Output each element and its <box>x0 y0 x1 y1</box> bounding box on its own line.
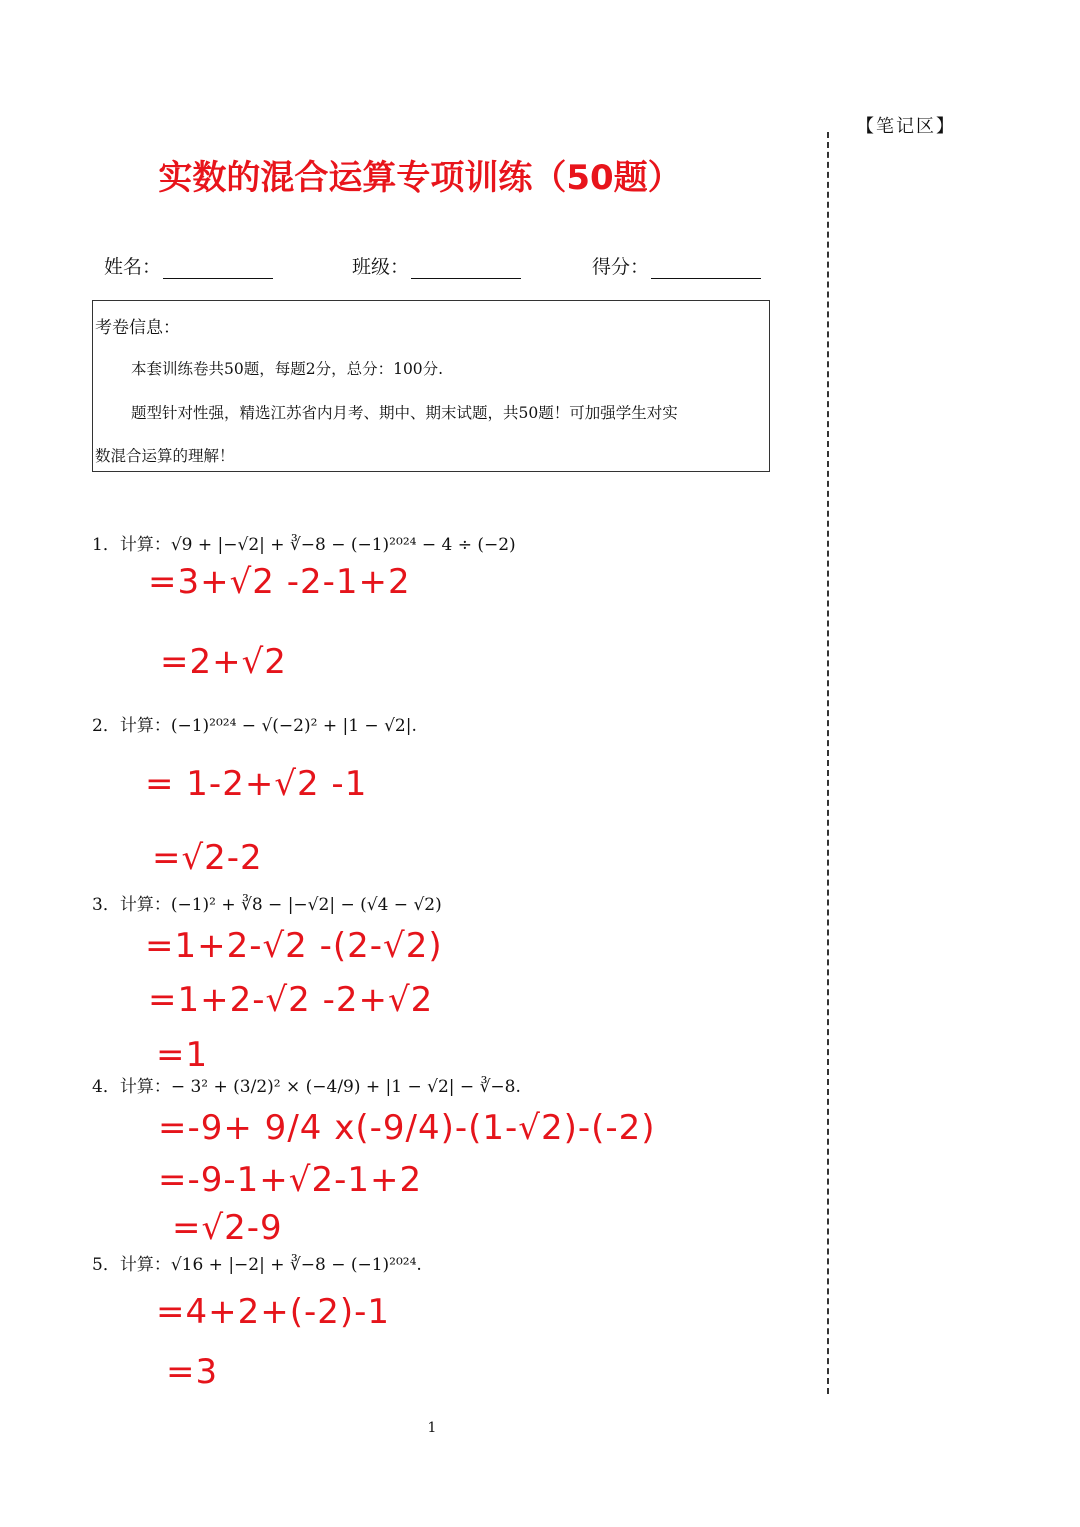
question-4: 4．计算：− 3² + (3/2)² × (−4/9) + |1 − √2| − ∛−8. <box>92 1077 521 1097</box>
class-field <box>352 252 521 279</box>
score-label: 得分： <box>592 256 650 278</box>
name-field <box>104 252 273 279</box>
info-line-3: 数混合运算的理解！ <box>95 447 235 465</box>
class-blank[interactable] <box>411 256 521 279</box>
score-field <box>592 252 761 279</box>
info-line-1: 本套训练卷共50题，每题2分，总分：100分. <box>131 360 444 378</box>
question-1: 1．计算：√9 + |−√2| + ∛−8 − (−1)²⁰²⁴ − 4 ÷ (−2) <box>92 535 516 555</box>
handwritten-answer-1-step-2: =2+√2 <box>160 642 287 682</box>
question-5: 5．计算：√16 + |−2| + ∛−8 − (−1)²⁰²⁴. <box>92 1255 422 1275</box>
notes-divider <box>827 132 829 1394</box>
name-label: 姓名： <box>104 256 162 278</box>
question-2: 2．计算：(−1)²⁰²⁴ − √(−2)² + |1 − √2|. <box>92 716 417 736</box>
page-title: 实数的混合运算专项训练（50题） <box>158 158 682 198</box>
handwritten-answer-5-step-2: =3 <box>166 1352 219 1392</box>
exam-info-box <box>92 300 770 472</box>
info-heading: 考卷信息： <box>95 318 180 338</box>
page-number: 1 <box>427 1420 437 1436</box>
handwritten-answer-3-step-1: =1+2-√2 -(2-√2) <box>145 926 443 966</box>
handwritten-answer-5-step-1: =4+2+(-2)-1 <box>156 1292 391 1332</box>
notes-area-label: 【笔记区】 <box>856 116 956 137</box>
handwritten-answer-4-step-1: =-9+ 9/4 x(-9/4)-(1-√2)-(-2) <box>158 1108 656 1148</box>
handwritten-answer-1-step-1: =3+√2 -2-1+2 <box>148 562 411 602</box>
handwritten-answer-4-step-2: =-9-1+√2-1+2 <box>158 1160 423 1200</box>
name-blank[interactable] <box>163 256 273 279</box>
class-label: 班级： <box>352 256 410 278</box>
handwritten-answer-4-step-3: =√2-9 <box>172 1208 283 1248</box>
handwritten-answer-3-step-2: =1+2-√2 -2+√2 <box>148 980 434 1020</box>
info-line-2: 题型针对性强，精选江苏省内月考、期中、期末试题，共50题！可加强学生对实 <box>131 404 678 422</box>
handwritten-answer-3-step-3: =1 <box>156 1035 209 1075</box>
handwritten-answer-2-step-1: = 1-2+√2 -1 <box>145 764 368 804</box>
handwritten-answer-2-step-2: =√2-2 <box>152 838 263 878</box>
question-3: 3．计算：(−1)² + ∛8 − |−√2| − (√4 − √2) <box>92 895 442 915</box>
score-blank[interactable] <box>651 256 761 279</box>
